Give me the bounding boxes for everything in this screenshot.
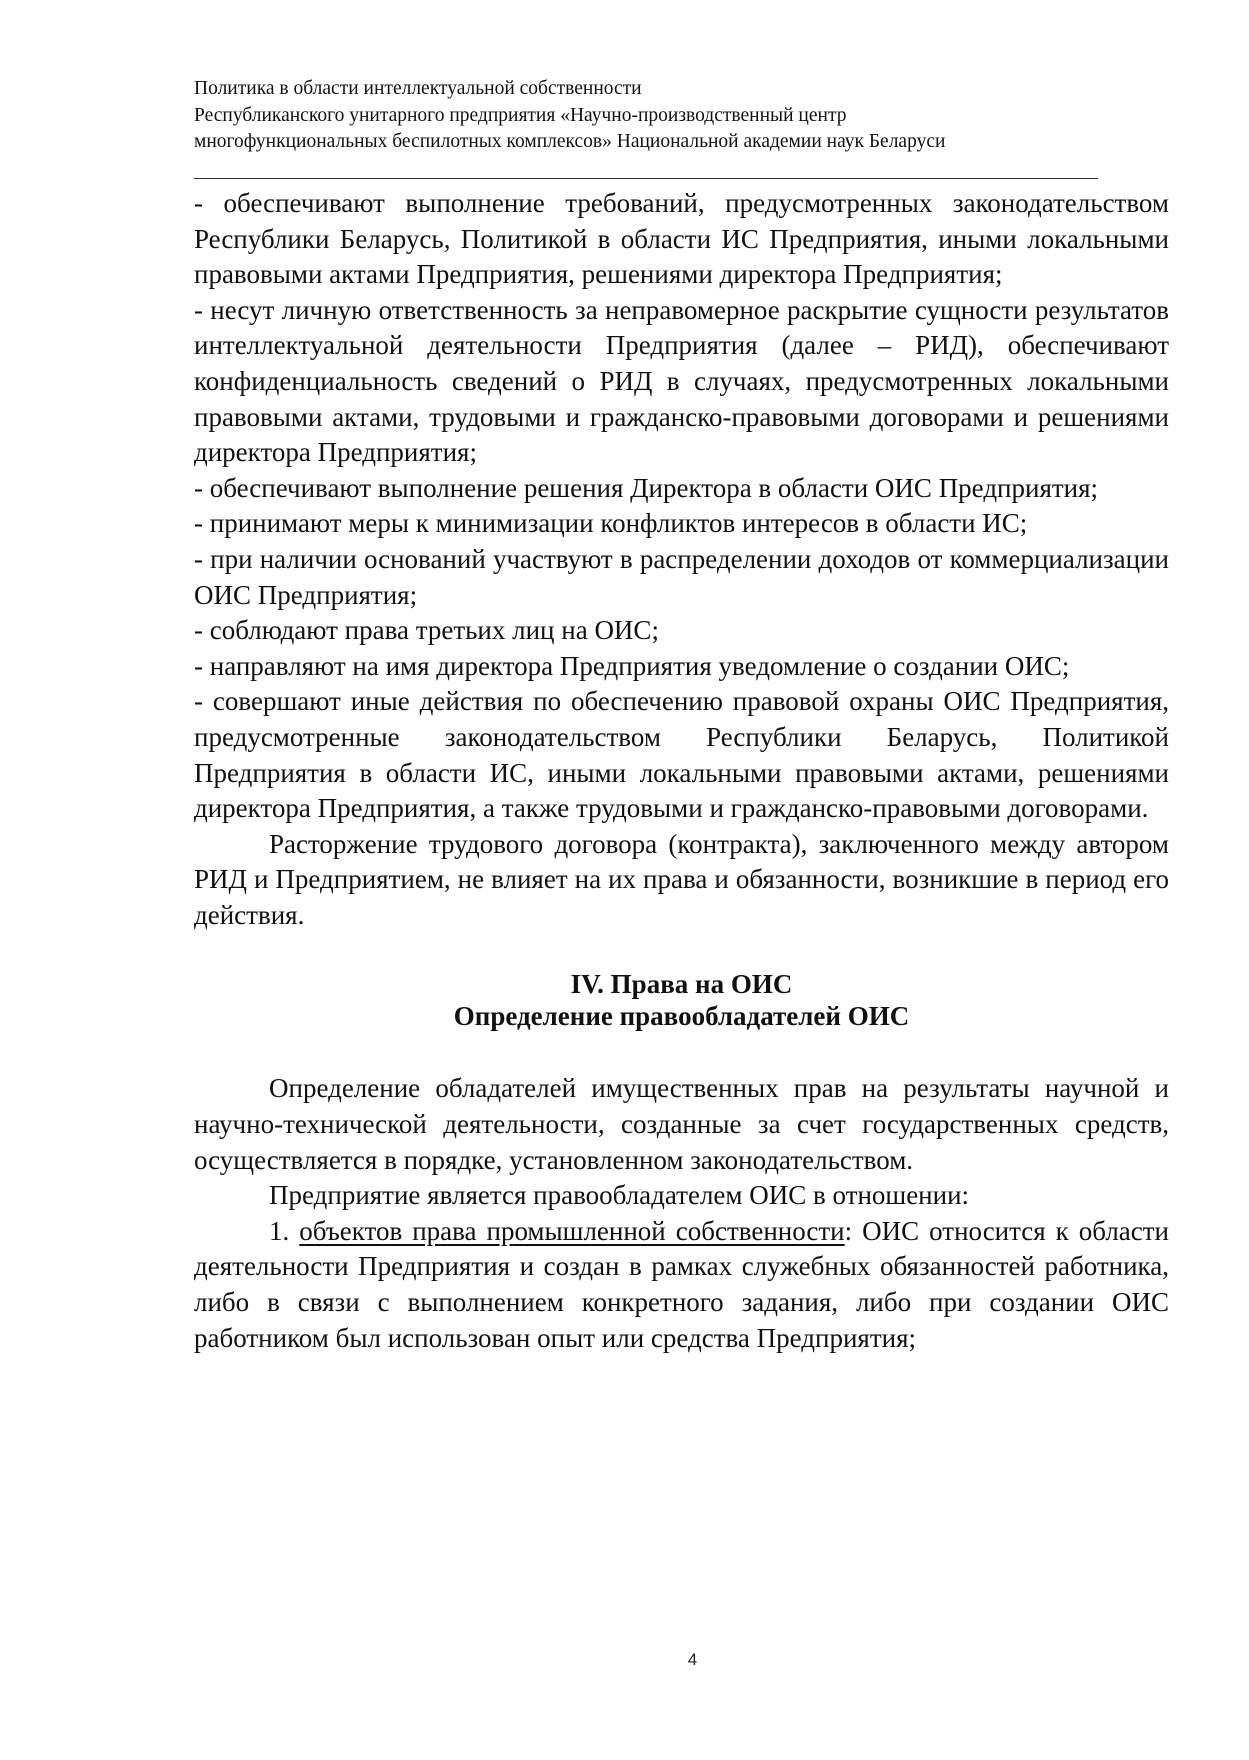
item-text: : ОИС относится к области деятельности Предприятия и создан в рамках служебных обязанностей работника, либо в связи с выполнением конкретного задания, либо при создании ОИС работником был использован опыт или средства Предприятия; [194,1215,1170,1353]
paragraph-definition: Определение обладателей имущественных прав на результаты научной и научно-технической деятельности, созданные за счет государственных средств, осуществляется в порядке, установленном законодательством. [194,1073,1169,1175]
list-item-confidentiality: - несут личную ответственность за неправомерное раскрытие сущности результатов интеллектуальной деятельности Предприятия (далее – РИД), обеспечивают конфиденциальность сведений о РИД в случаях, предусмотренных локальными правовыми актами, трудовыми и гражданско-правовыми договорами и решениями директора Предприятия; [194,294,1169,468]
spacer [194,1032,1169,1071]
header-divider [194,178,1098,179]
list-item-director-decisions: - обеспечивают выполнение решения Директора в области ОИС Предприятия; [194,472,1099,503]
item-underlined-term: объектов права промышленной собственности [299,1215,845,1246]
enumerated-item-1 [194,1214,1169,1356]
list-item-other-actions: - совершают иные действия по обеспечению правовой охраны ОИС Предприятия, предусмотренные законодательством Республики Беларусь, Политикой Предприятия в области ИС, иными локальными правовыми актами, решениями директора Предприятия, а также трудовыми и гражданско-правовыми договорами. [194,686,1169,824]
list-item-income: - при наличии оснований участвуют в распределении доходов от коммерциализации ОИС Предприятия; [194,543,1169,610]
item-number: 1. [269,1215,290,1246]
paragraph-termination: Расторжение трудового договора (контракта), заключенного между автором РИД и Предприятием, не влияет на их права и обязанности, возникшие в период его действия. [194,828,1169,930]
spacer [194,933,1169,968]
list-item-third-party: - соблюдают права третьих лиц на ОИС; [194,615,659,646]
page-number: 4 [687,1650,698,1669]
section-subtitle: Определение правообладателей ОИС [453,1001,910,1032]
paragraph-rightholder: Предприятие является правообладателем ОИС в отношении: [269,1180,970,1211]
section-title: IV. Права на ОИС [570,969,793,1000]
header-line-2: Республиканского унитарного предприятия «Научно-производственный центр [194,104,847,126]
list-item-obligations: - обеспечивают выполнение требований, предусмотренных законодательством Республики Беларусь, Политикой в области ИС Предприятия, иными локальными правовыми актами Предприятия, решениями директора Предприятия; [194,188,1169,290]
header-line-3: многофункциональных беспилотных комплексов» Национальной академии наук Беларуси [194,131,946,152]
list-item-notification: - направляют на имя директора Предприятия уведомление о создании ОИС; [194,650,1070,681]
header-line-1: Политика в области интеллектуальной собственности [194,78,642,99]
document-body [194,186,1169,1356]
list-item-conflicts: - принимают меры к минимизации конфликтов интересов в области ИС; [194,508,1028,539]
running-header [194,76,1114,156]
